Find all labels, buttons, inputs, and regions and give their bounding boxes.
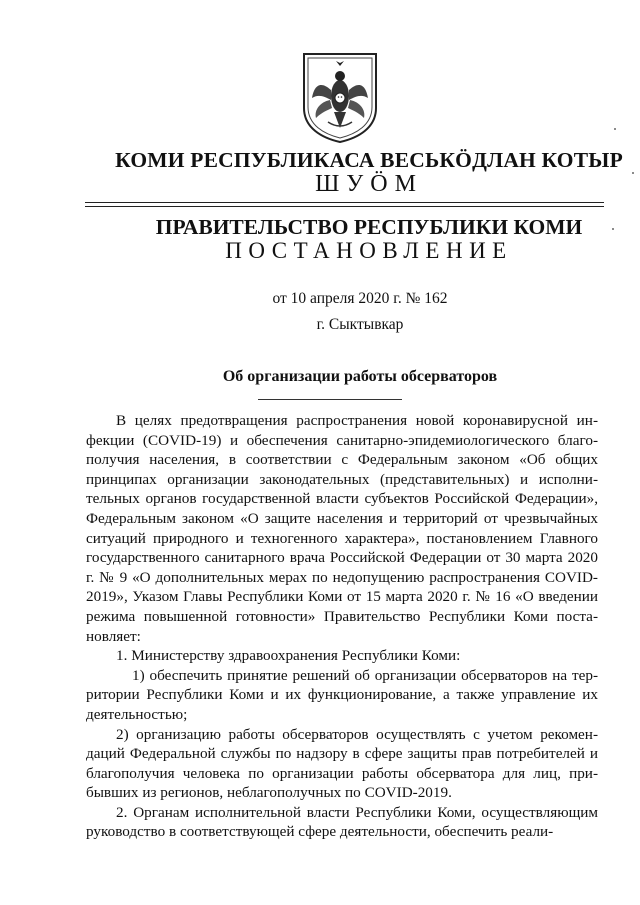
scan-speck <box>632 172 634 174</box>
item-2-paragraph: 2. Органам исполнительной власти Республики Коми, осуществляющим руководство в соответствующей сфере деятельности, обеспечить реали- <box>86 803 598 841</box>
header-divider <box>85 202 604 207</box>
russian-doc-type: ПОСТАНОВЛЕНИЕ <box>225 238 513 263</box>
item-1-1-paragraph: 1) обеспечить принятие решений об организации обсерваторов на территории Республики Коми и их функционирование, а также управление их деятельностью; <box>86 666 598 723</box>
komi-government-heading: КОМИ РЕСПУБЛИКАСА ВЕСЬКӦДЛАН КОТЫР <box>115 148 623 172</box>
scan-speck <box>614 128 616 130</box>
russian-government-heading: ПРАВИТЕЛЬСТВО РЕСПУБЛИКИ КОМИ <box>155 215 583 239</box>
preamble-paragraph: В целях предотвращения распространения новой коронавирусной инфекции (COVID-19) и обеспечения санитарно-эпидемиологического благополучия населения, в соответствии с Федеральным законом «Об общих принципах организации законодательных (представительных) и исполнительных органов государственной власти субъектов Российской Федерации», Федеральным законом «О защите населения и территорий от чрезвычайных ситуаций природного и техногенного характера», постановлением Главного государственного санитарного врача Российской Федерации от 30 марта 2020 г. № 9 «О дополнительных мерах по недопущению распространения COVID-2019», Указом Главы Республики Коми от 15 марта 2020 г. № 16 «О введении режима повышенной готовности» Правительство Республики Коми постановляет: <box>86 412 598 645</box>
title-underline <box>258 399 402 400</box>
komi-coat-of-arms-icon <box>300 50 380 144</box>
scan-speck <box>612 228 614 230</box>
document-date-number: от 10 апреля 2020 г. № 162 <box>272 290 448 307</box>
document-title: Об организации работы обсерваторов <box>222 368 498 385</box>
item-1-2-paragraph: 2) организацию работы обсерваторов осуществлять с учетом рекомендаций Федеральной службы по надзору в сфере защиты прав потребителей и благополучия человека по организации работы обсерватора для лиц, прибывших из регионов, неблагополучных по COVID-2019. <box>86 725 598 802</box>
document-city: г. Сыктывкар <box>316 316 404 333</box>
document-body <box>86 411 598 842</box>
komi-doc-type: ШУӦМ <box>315 171 423 197</box>
item-1-paragraph: 1. Министерству здравоохранения Республики Коми: <box>116 647 461 665</box>
